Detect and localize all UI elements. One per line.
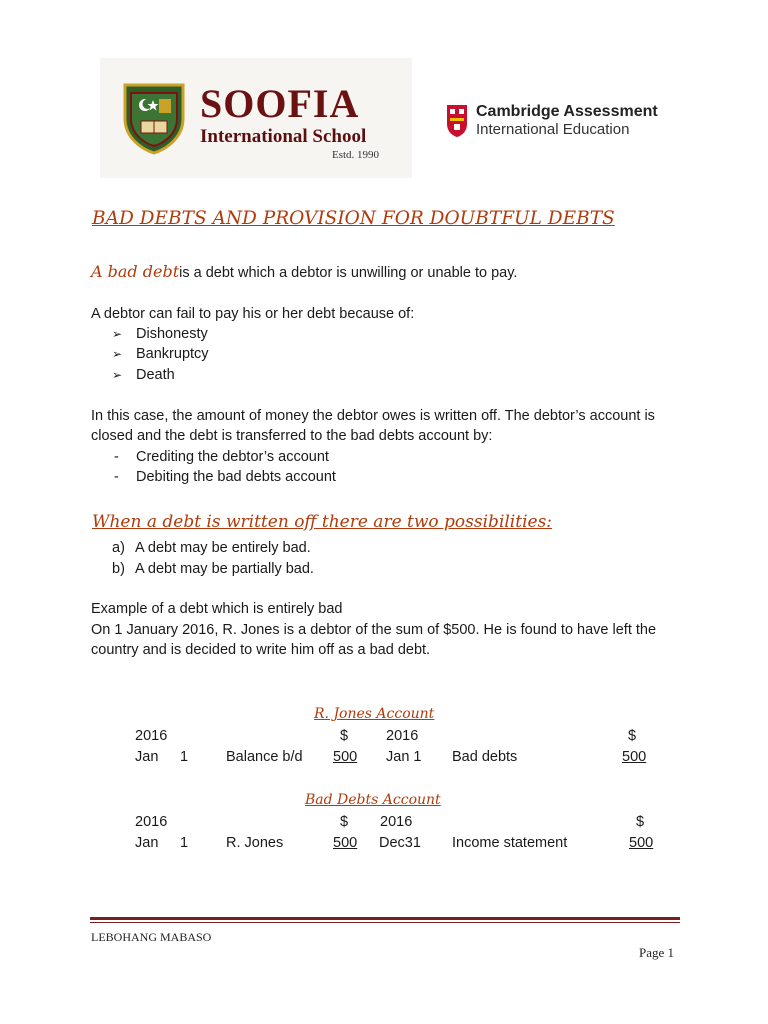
school-crest-icon [123, 83, 185, 155]
debit-day: 1 [180, 835, 189, 851]
reason-text: Bankruptcy [136, 346, 209, 362]
reason-text: Dishonesty [136, 326, 208, 342]
reason-item [112, 346, 209, 362]
page-number: Page 1 [639, 945, 675, 960]
credit-year: 2016 [386, 728, 419, 744]
debit-year: 2016 [135, 814, 168, 830]
credit-currency: $ [636, 814, 645, 830]
reason-item [112, 326, 208, 342]
reasons-intro: A debtor can fail to pay his or her debt because of: [91, 306, 415, 322]
debit-description: Balance b/d [226, 749, 303, 765]
debit-amount: 500 [333, 749, 358, 765]
definition [91, 262, 517, 281]
footer-divider-thin [90, 922, 680, 923]
account-title: R. Jones Account [314, 706, 435, 722]
writeoff-step-text: Crediting the debtor’s account [136, 449, 329, 465]
example-line2: country and is decided to write him off as a bad debt. [91, 642, 431, 658]
possibility-text: A debt may be entirely bad. [135, 540, 311, 556]
possibility-marker: a) [112, 540, 125, 556]
account-title: Bad Debts Account [305, 792, 441, 808]
debit-description: R. Jones [226, 835, 284, 851]
debit-currency: $ [340, 814, 349, 830]
debit-amount: 500 [333, 835, 358, 851]
reason-text: Death [136, 367, 175, 383]
dash-bullet: - [114, 449, 119, 465]
reason-item [112, 367, 175, 383]
arrow-bullet-icon: ➢ [112, 368, 123, 382]
debit-month: Jan [135, 835, 159, 851]
writeoff-paragraph-line1: In this case, the amount of money the debtor owes is written off. The debtor’s account is [91, 408, 655, 424]
definition-term: A bad debt [91, 262, 180, 281]
debit-currency: $ [340, 728, 349, 744]
debit-year: 2016 [135, 728, 168, 744]
debit-month: Jan [135, 749, 159, 765]
school-subtitle: International School [200, 126, 367, 147]
possibility-item [112, 540, 311, 556]
credit-description: Bad debts [452, 749, 518, 765]
credit-year: 2016 [380, 814, 413, 830]
school-name: SOOFIA [200, 81, 360, 126]
footer-divider [90, 917, 680, 920]
possibility-item [112, 561, 314, 577]
page-title: BAD DEBTS AND PROVISION FOR DOUBTFUL DEBTS [92, 208, 615, 229]
credit-description: Income statement [452, 835, 568, 851]
dash-bullet: - [114, 469, 119, 485]
debit-day: 1 [180, 749, 189, 765]
credit-date: Dec31 [379, 835, 421, 851]
cambridge-subtitle: International Education [476, 121, 630, 138]
example-line1: On 1 January 2016, R. Jones is a debtor of the sum of $500. He is found to have left the [91, 622, 657, 638]
arrow-bullet-icon: ➢ [112, 347, 123, 361]
cambridge-name: Cambridge Assessment [476, 103, 658, 120]
credit-amount: 500 [622, 749, 647, 765]
credit-date: Jan 1 [386, 749, 422, 765]
credit-currency: $ [628, 728, 637, 744]
possibility-marker: b) [112, 561, 125, 577]
definition-text: is a debt which a debtor is unwilling or unable to pay. [179, 265, 518, 281]
writeoff-step [114, 469, 336, 485]
cambridge-shield-icon [446, 104, 468, 138]
writeoff-step [114, 449, 329, 465]
school-logo [100, 58, 412, 178]
arrow-bullet-icon: ➢ [112, 327, 123, 341]
writeoff-step-text: Debiting the bad debts account [136, 469, 336, 485]
possibility-text: A debt may be partially bad. [135, 561, 314, 577]
possibilities-heading: When a debt is written off there are two possibilities: [92, 512, 553, 532]
credit-amount: 500 [629, 835, 654, 851]
writeoff-paragraph-line2: closed and the debt is transferred to the bad debts account by: [91, 428, 493, 444]
footer-author: LEBOHANG MABASO [91, 930, 212, 944]
example-heading: Example of a debt which is entirely bad [91, 601, 343, 617]
school-established: Estd. 1990 [332, 149, 380, 161]
